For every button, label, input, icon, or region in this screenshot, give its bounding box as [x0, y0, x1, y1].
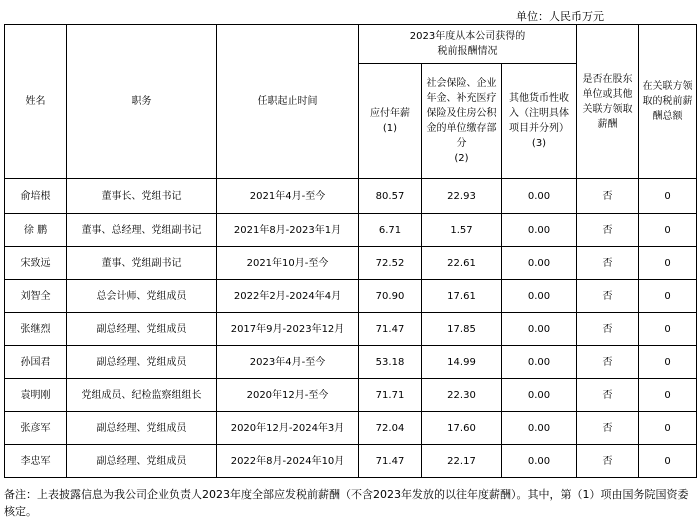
cell-salary: 72.04 — [359, 412, 422, 445]
cell-tenure: 2020年12月-至今 — [217, 379, 359, 412]
cell-salary: 71.71 — [359, 379, 422, 412]
cell-related: 否 — [577, 346, 639, 379]
cell-position: 总会计师、党组成员 — [67, 280, 217, 313]
cell-related: 否 — [577, 247, 639, 280]
table-row — [5, 412, 697, 445]
cell-position: 董事、党组副书记 — [67, 247, 217, 280]
cell-other: 0.00 — [502, 179, 577, 214]
cell-name: 刘智全 — [5, 280, 67, 313]
cell-insurance: 17.60 — [422, 412, 502, 445]
cell-position: 副总经理、党组成员 — [67, 313, 217, 346]
cell-position: 董事长、党组书记 — [67, 179, 217, 214]
cell-tenure: 2023年4月-至今 — [217, 346, 359, 379]
cell-insurance: 22.30 — [422, 379, 502, 412]
table-row — [5, 280, 697, 313]
cell-name: 李忠军 — [5, 445, 67, 478]
table-row — [5, 346, 697, 379]
cell-tenure: 2022年8月-2024年10月 — [217, 445, 359, 478]
cell-insurance: 14.99 — [422, 346, 502, 379]
compensation-table — [4, 24, 697, 478]
header-related-pay: 在关联方领 取的税前薪 酬总额 — [639, 25, 697, 179]
cell-related-pay: 0 — [639, 247, 697, 280]
table-row — [5, 179, 697, 214]
cell-related: 否 — [577, 379, 639, 412]
cell-name: 张继烈 — [5, 313, 67, 346]
cell-insurance: 22.93 — [422, 179, 502, 214]
table-row — [5, 214, 697, 247]
cell-tenure: 2020年12月-2024年3月 — [217, 412, 359, 445]
header-insurance: 社会保险、企业 年金、补充医疗 保险及住房公积 金的单位缴存部 分 (2) — [422, 64, 502, 179]
cell-tenure: 2021年8月-2023年1月 — [217, 214, 359, 247]
table-row — [5, 313, 697, 346]
cell-other: 0.00 — [502, 313, 577, 346]
table-row — [5, 379, 697, 412]
header-name: 姓名 — [5, 25, 67, 179]
cell-related-pay: 0 — [639, 179, 697, 214]
cell-related: 否 — [577, 313, 639, 346]
cell-name: 袁明刚 — [5, 379, 67, 412]
cell-other: 0.00 — [502, 346, 577, 379]
cell-related-pay: 0 — [639, 412, 697, 445]
cell-salary: 6.71 — [359, 214, 422, 247]
cell-other: 0.00 — [502, 412, 577, 445]
cell-other: 0.00 — [502, 379, 577, 412]
header-related-party: 是否在股东 单位或其他 关联方领取 薪酬 — [577, 25, 639, 179]
header-tenure: 任职起止时间 — [217, 25, 359, 179]
cell-related: 否 — [577, 179, 639, 214]
cell-name: 徐 鹏 — [5, 214, 67, 247]
cell-insurance: 22.61 — [422, 247, 502, 280]
cell-insurance: 17.61 — [422, 280, 502, 313]
header-other-income: 其他货币性收 入（注明具体 项目并分列） (3) — [502, 64, 577, 179]
cell-salary: 72.52 — [359, 247, 422, 280]
cell-related-pay: 0 — [639, 346, 697, 379]
cell-salary: 71.47 — [359, 445, 422, 478]
cell-salary: 53.18 — [359, 346, 422, 379]
cell-insurance: 17.85 — [422, 313, 502, 346]
cell-position: 党组成员、纪检监察组组长 — [67, 379, 217, 412]
cell-other: 0.00 — [502, 280, 577, 313]
cell-related: 否 — [577, 214, 639, 247]
cell-related-pay: 0 — [639, 280, 697, 313]
cell-tenure: 2021年10月-至今 — [217, 247, 359, 280]
cell-related-pay: 0 — [639, 313, 697, 346]
cell-salary: 80.57 — [359, 179, 422, 214]
cell-tenure: 2017年9月-2023年12月 — [217, 313, 359, 346]
cell-name: 张彦军 — [5, 412, 67, 445]
cell-related: 否 — [577, 445, 639, 478]
cell-related: 否 — [577, 280, 639, 313]
cell-position: 副总经理、党组成员 — [67, 412, 217, 445]
cell-related: 否 — [577, 412, 639, 445]
cell-tenure: 2021年4月-至今 — [217, 179, 359, 214]
table-row — [5, 247, 697, 280]
cell-name: 宋致远 — [5, 247, 67, 280]
cell-salary: 71.47 — [359, 313, 422, 346]
cell-other: 0.00 — [502, 247, 577, 280]
cell-position: 董事、总经理、党组副书记 — [67, 214, 217, 247]
cell-name: 俞培根 — [5, 179, 67, 214]
cell-name: 孙国君 — [5, 346, 67, 379]
cell-related-pay: 0 — [639, 214, 697, 247]
table-row — [5, 445, 697, 478]
header-salary: 应付年薪 (1) — [359, 64, 422, 179]
cell-position: 副总经理、党组成员 — [67, 346, 217, 379]
cell-tenure: 2022年2月-2024年4月 — [217, 280, 359, 313]
cell-salary: 70.90 — [359, 280, 422, 313]
cell-insurance: 1.57 — [422, 214, 502, 247]
cell-related-pay: 0 — [639, 379, 697, 412]
footnote: 备注：上表披露信息为我公司企业负责人2023年度全部应发税前薪酬（不含2023年发放的以往年度薪酬）。其中，第（1）项由国务院国资委核定。 — [4, 488, 689, 518]
cell-insurance: 22.17 — [422, 445, 502, 478]
cell-related-pay: 0 — [639, 445, 697, 478]
cell-position: 副总经理、党组成员 — [67, 445, 217, 478]
unit-label: 单位：人民币万元 — [516, 10, 604, 23]
cell-other: 0.00 — [502, 214, 577, 247]
header-position: 职务 — [67, 25, 217, 179]
header-pretax-group: 2023年度从本公司获得的 税前报酬情况 — [359, 25, 577, 64]
cell-other: 0.00 — [502, 445, 577, 478]
